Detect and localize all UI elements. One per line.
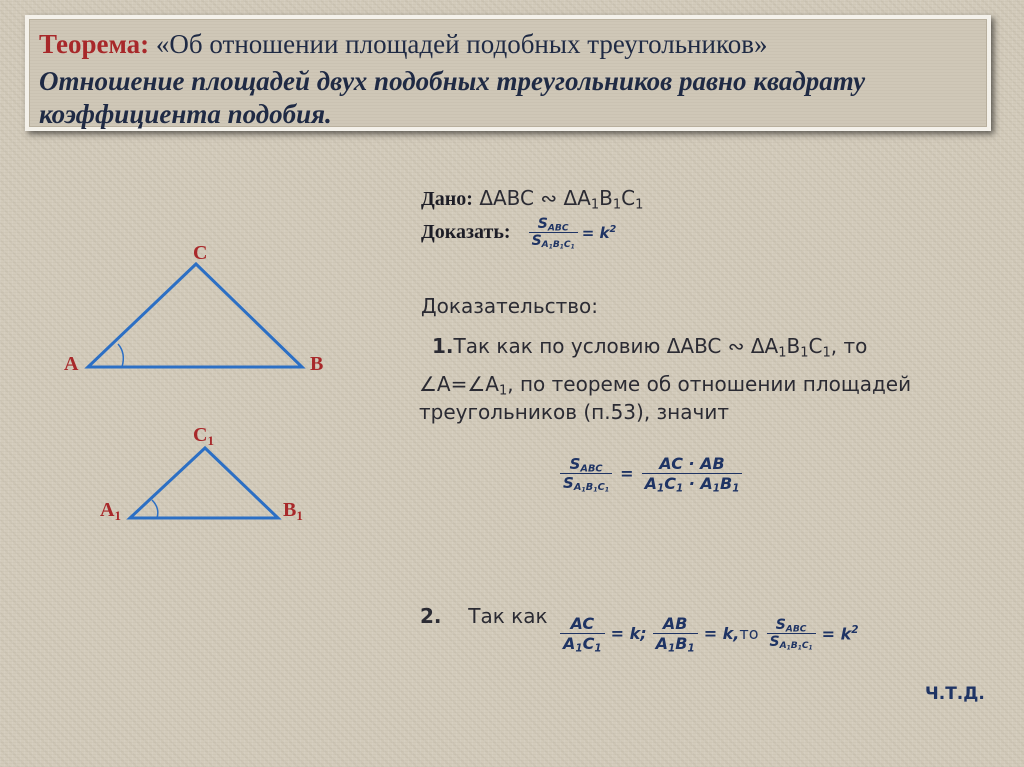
triangle-figures [0,0,360,560]
equals-sign: = [620,464,634,483]
given-line [421,186,643,211]
similar-sign: ∾ [534,186,564,210]
theorem-statement: Отношение площадей двух подобных треугольников равно квадрату коэффициента подобия. [39,66,866,129]
step1-number: 1. [432,334,454,358]
step1-line3: треугольников (п.53), значит [419,400,729,424]
vertex-b1-label: $B_1$ [283,499,303,523]
angle-a-arc [118,344,123,367]
prove-label: Доказать: [421,221,511,243]
given-tri2: $\Delta A_1B_1C_1$ [563,186,644,213]
vertex-b-label: B [310,353,324,375]
triangle-abc [64,242,323,375]
triangle-a1b1c1-shape [130,448,278,518]
vertex-a1-label: $A_1$ [100,499,121,523]
vertex-c-label: C [193,242,208,264]
final-equals-k2: = $k^2$ [821,623,859,644]
qed-mark: Ч.Т.Д. [925,684,985,704]
given-tri1: ΔABC [479,186,535,210]
given-label: Дано: [421,188,473,210]
ab-equals-k: = k, [703,624,740,643]
prove-fraction: $\frac{S_{ABC}}{S_{A_1B_1C_1}}$ [529,216,578,249]
vertex-c1-label: $C_1$ [193,424,214,448]
step2-intro [420,604,548,628]
step2-text: Так как [468,604,548,628]
theorem-prefix: Теорема: [39,29,150,59]
proof-heading: Доказательство: [421,294,599,318]
prove-rhs: = $k^2$ [581,223,617,242]
sides-product-fraction: $\frac{AC \cdot AB}{A_1C_1 \cdot A_1B_1}$ [642,454,743,493]
then-word: то [739,624,759,643]
step2-formula [560,614,859,653]
step1-line1: 1.Так как по условию ΔABC ∾ $\Delta A_1B_1C_1$, то [432,334,868,361]
triangle-a1b1c1 [100,424,303,523]
step1-line2: $\angle A=\angle A_1$, по теореме об отношении площадей [419,372,912,399]
ab-ratio-fraction: $\frac{AB}{A_1B_1}$ [653,614,698,653]
ac-ratio-fraction: $\frac{AC}{A_1C_1}$ [560,614,605,653]
final-area-fraction: $\frac{S_{ABC}}{S_{A_1B_1C_1}}$ [767,617,816,650]
area-ratio-fraction: $\frac{S_{ABC}}{S_{A_1B_1C_1}}$ [560,455,612,492]
theorem-name: «Об отношении площадей подобных треугольников» [149,29,768,59]
vertex-a-label: A [64,353,79,375]
step2-number: 2. [420,604,442,628]
angle-a1-arc [152,500,158,518]
step1-formula [560,454,742,493]
prove-line [421,216,616,249]
ac-equals-k: = k; [610,624,647,643]
triangle-abc-shape [88,264,302,367]
